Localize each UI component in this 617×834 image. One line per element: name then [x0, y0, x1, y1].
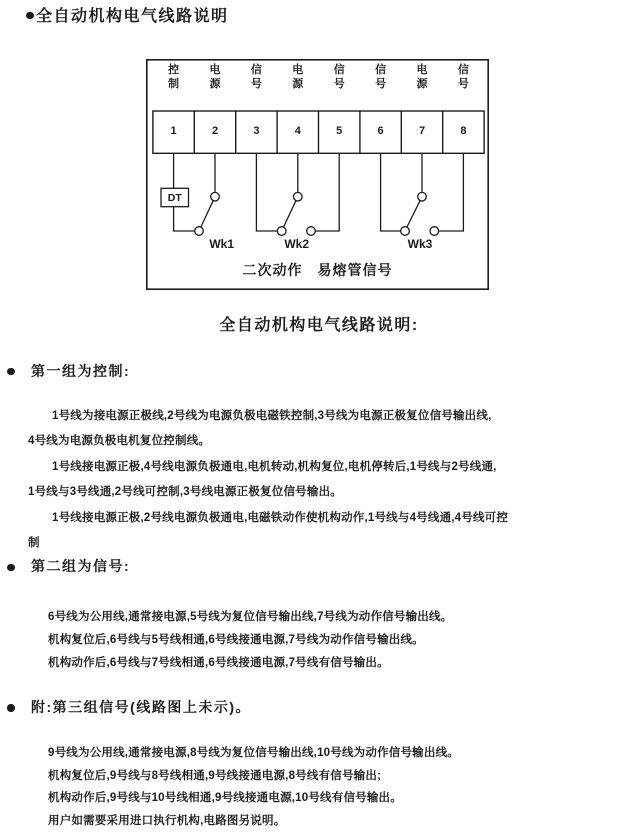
terminal-number-7: 7	[418, 125, 426, 137]
contact-wk3-top	[418, 192, 427, 201]
contact-wk2-open	[307, 227, 316, 236]
contact-wk2-top	[294, 192, 303, 201]
bullet-icon	[26, 12, 34, 20]
terminal-number-8: 8	[460, 125, 467, 137]
contact-wk3-open	[430, 227, 439, 236]
diagram-border	[147, 60, 488, 289]
subtitle: 全自动机构电气线路说明:	[219, 317, 419, 334]
body-line: 6号线为公用线,通常接电源,5号线为复位信号输出线,7号线为动作信号输出线。	[48, 611, 453, 623]
terminal-label-2: 电源	[209, 64, 221, 90]
terminal-number-5: 5	[336, 125, 343, 137]
terminal-number-6: 6	[377, 125, 384, 137]
body-line: 机构动作后,9号线与10号线相通,9号线接通电源,10号线有信号输出。	[48, 792, 402, 805]
body-line: 1号线接电源正极,2号线电源负极通电,电磁铁动作使机构动作,1号线与4号线通,4号线可控	[52, 511, 509, 524]
terminal-number-3: 3	[253, 125, 260, 137]
terminal-dividers	[194, 111, 442, 153]
terminal-label-8: 信号	[457, 64, 469, 90]
body-line: 4号线为电源负极电机复位控制线。	[28, 435, 211, 448]
contact-wk1-top	[211, 192, 220, 201]
terminal-label-4: 电源	[292, 64, 304, 90]
diagram-caption: 二次动作 易熔管信号	[242, 262, 393, 278]
terminal-label-5: 信号	[333, 64, 345, 90]
body-line: 机构动作后,6号线与7号线相通,6号线接通电源,7号线有信号输出。	[48, 657, 389, 670]
contact-wk2-bottom	[277, 227, 286, 236]
terminal-label-3: 信号	[250, 64, 262, 90]
switch-label-wk1: Wk1	[209, 236, 235, 251]
terminal-label-6: 信号	[375, 64, 387, 90]
section-2-heading: 第二组为信号:	[31, 558, 131, 574]
circuit-diagram	[146, 59, 489, 290]
body-line: 机构复位后,9号线与8号线相通,9号线接通电源,8号线有信号输出;	[48, 769, 382, 782]
bullet-icon	[7, 564, 15, 572]
body-line: 制	[28, 537, 40, 550]
switch-label-wk3: Wk3	[407, 236, 433, 251]
section-2-body	[48, 606, 518, 676]
wires	[174, 153, 464, 231]
bullet-icon	[7, 704, 15, 712]
body-line: 9号线为公用线,通常接电源,8号线为复位信号输出线,10号线为动作信号输出线。	[48, 747, 459, 759]
terminal-number-1: 1	[170, 125, 177, 137]
terminal-number-4: 4	[294, 125, 301, 137]
terminal-label-7: 电源	[416, 64, 428, 90]
switch-contacts	[195, 192, 439, 235]
contact-wk3-bottom	[401, 227, 410, 236]
terminal-number-2: 2	[211, 125, 219, 137]
switch-label-wk2: Wk2	[284, 236, 310, 251]
terminal-label-1: 控制	[168, 64, 180, 90]
body-line: 1号线接电源正极,4号线电源负极通电,电机转动,机构复位,电机停转后,1号线与2号线通,	[52, 460, 497, 473]
body-line: 用户如需要采用进口执行机构,电路图另说明。	[48, 814, 286, 827]
circuit-diagram-graphic	[146, 59, 489, 290]
dt-box-label: DT	[167, 191, 182, 204]
body-line: 1号线为接电源正极线,2号线为电源负极电磁铁控制,3号线为电源正极复位信号输出线,	[52, 410, 492, 422]
body-line: 机构复位后,6号线与5号线相通,6号线接通电源,7号线为动作信号输出线。	[48, 634, 424, 647]
body-line: 1号线与3号线通,2号线可控制,3号线电源正极复位信号输出。	[28, 486, 342, 499]
section-3-heading: 附:第三组信号(线路图上未示)。	[31, 698, 251, 715]
section-1-heading: 第一组为控制:	[31, 362, 131, 379]
contact-wk1-bottom	[195, 227, 204, 236]
page-title: 全自动机构电气线路说明	[36, 8, 229, 25]
bullet-icon	[7, 368, 15, 376]
section-3-body	[48, 742, 518, 832]
section-1-body	[28, 404, 509, 556]
